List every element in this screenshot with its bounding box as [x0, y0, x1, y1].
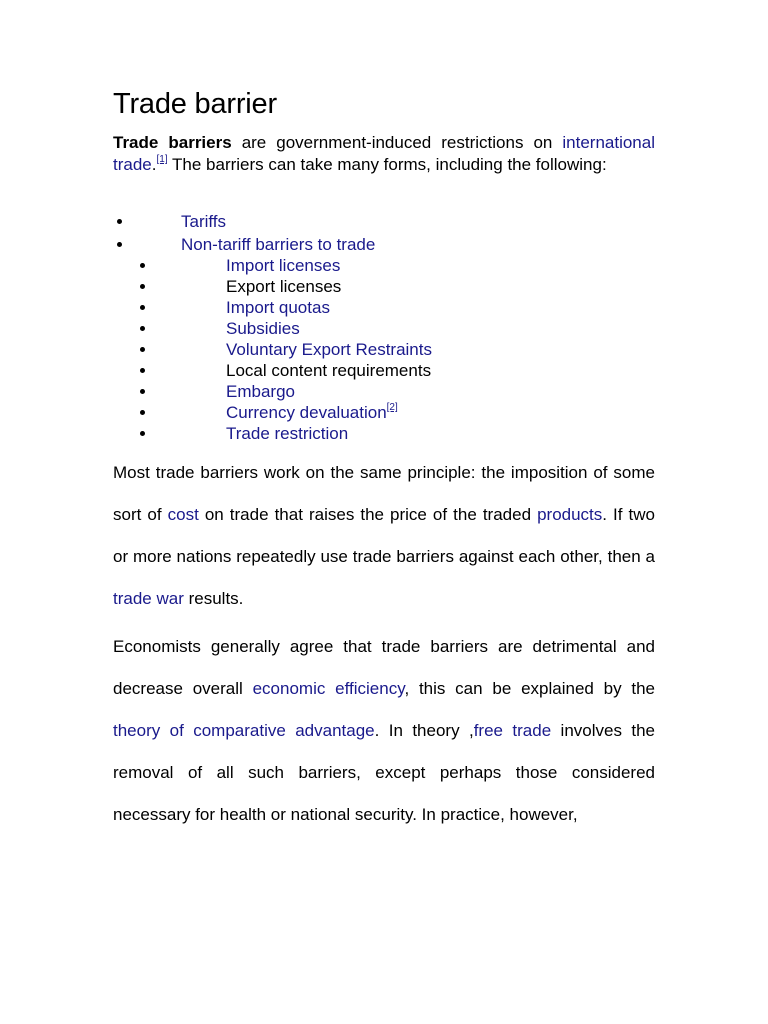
- list-item-non-tariff-barriers[interactable]: Non-tariff barriers to trade: [181, 235, 376, 254]
- para2-text-3: . In theory ,: [374, 721, 474, 740]
- bullet-icon: [140, 305, 145, 310]
- link-economic-efficiency[interactable]: economic efficiency: [252, 679, 405, 698]
- link-international-trade[interactable]: international trade: [113, 133, 655, 174]
- intro-text-2: The barriers can take many forms, including the following:: [167, 155, 607, 174]
- para2-text-4: involves the removal of all such barriers, except perhaps those considered necessary for health or national security. In practice, however,: [113, 721, 656, 824]
- list-item-voluntary-export-restraints[interactable]: Voluntary Export Restraints: [226, 340, 432, 359]
- bullet-icon: [140, 347, 145, 352]
- para1-text-2: on trade that raises the price of the traded: [198, 505, 538, 524]
- link-products[interactable]: products: [537, 505, 603, 524]
- bullet-icon: [140, 263, 145, 268]
- ref-1: [156, 154, 167, 165]
- ref-1-link[interactable]: [1]: [156, 154, 168, 166]
- bullet-icon: [140, 410, 145, 415]
- bold-term: Trade barriers: [113, 133, 232, 152]
- ref-2-link[interactable]: [2]: [386, 402, 398, 414]
- bullet-icon: [117, 219, 122, 224]
- paragraph-economists: [113, 626, 655, 836]
- list-item-currency-devaluation-wrap: [226, 402, 398, 423]
- list-item-local-content-requirements: Local content requirements: [226, 361, 432, 380]
- bullet-icon: [140, 368, 145, 373]
- list-item-embargo[interactable]: Embargo: [226, 382, 295, 401]
- list-item-currency-devaluation[interactable]: Currency devaluation: [226, 403, 387, 422]
- list-item-import-quotas[interactable]: Import quotas: [226, 298, 330, 317]
- para1-text-4: results.: [183, 589, 244, 608]
- bullet-icon: [140, 389, 145, 394]
- para2-text-1: Economists generally agree that trade barriers are detrimental and decrease overall: [113, 637, 655, 698]
- bullet-icon: [140, 431, 145, 436]
- intro-text-1: are government-induced restrictions on: [231, 133, 563, 152]
- list-item-import-licenses[interactable]: Import licenses: [226, 256, 341, 275]
- link-free-trade[interactable]: free trade: [473, 721, 552, 740]
- list-item-tariffs[interactable]: Tariffs: [181, 212, 227, 231]
- bullet-icon: [117, 242, 122, 247]
- para1-text-1: Most trade barriers work on the same principle: the imposition of some sort of: [113, 463, 655, 524]
- paragraph-principle: [113, 452, 655, 620]
- intro-paragraph: [113, 132, 655, 176]
- page-title: Trade barrier: [113, 88, 277, 120]
- link-trade-war[interactable]: trade war: [113, 589, 184, 608]
- ref-2: [387, 402, 398, 413]
- bullet-icon: [140, 284, 145, 289]
- link-cost[interactable]: cost: [167, 505, 199, 524]
- list-item-subsidies[interactable]: Subsidies: [226, 319, 300, 338]
- list-item-trade-restriction[interactable]: Trade restriction: [226, 424, 349, 443]
- para1-text-3: . If two or more nations repeatedly use trade barriers against each other, then a: [113, 505, 655, 566]
- bullet-icon: [140, 326, 145, 331]
- intro-period: .: [151, 155, 157, 174]
- list-item-export-licenses: Export licenses: [226, 277, 342, 296]
- link-theory-of-comparative-advantage[interactable]: theory of comparative advantage: [113, 721, 375, 740]
- para2-text-2: , this can be explained by the: [404, 679, 656, 698]
